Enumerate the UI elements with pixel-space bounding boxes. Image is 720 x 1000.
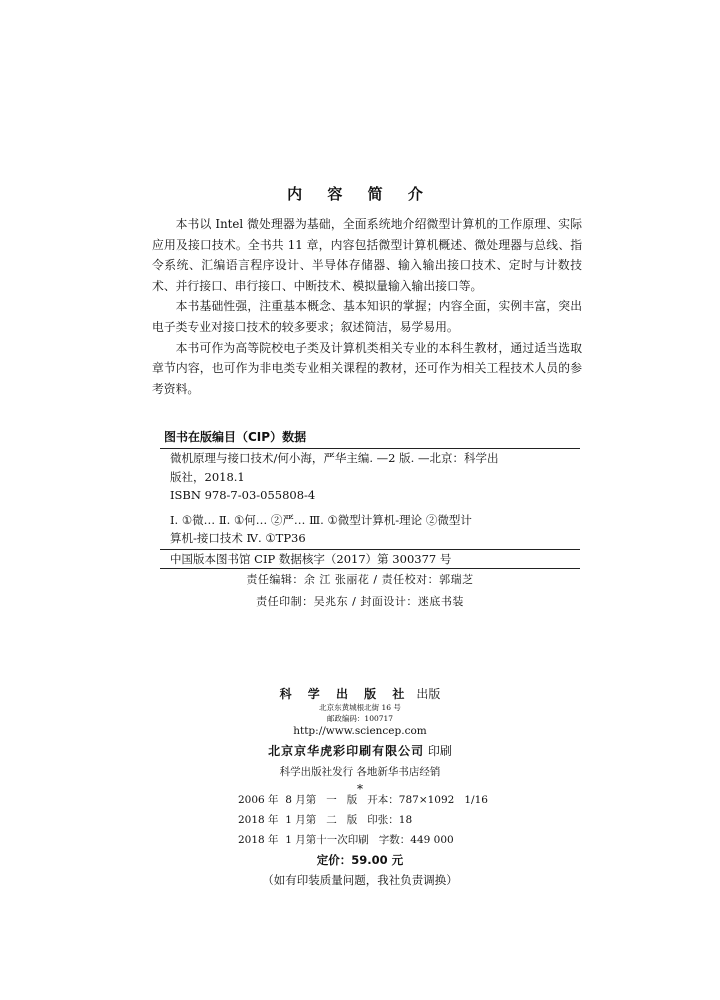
cip-line-5: 算机-接口技术 Ⅳ. ①TP36 xyxy=(170,531,306,545)
cip-heading: 图书在版编目（CIP）数据 xyxy=(160,428,580,449)
price: 定价：59.00 元 xyxy=(316,853,404,867)
printer-role: 印刷 xyxy=(427,744,452,758)
separator-star: * xyxy=(357,782,363,796)
cip-line-2: 版社，2018.1 xyxy=(170,469,245,484)
summary-paragraph-2: 本书基础性强，注重基本概念、基本知识的掌握；内容全面，实例丰富，突出电子类专业对接口技术的较多要求；叙述简洁，易学易用。 xyxy=(152,299,582,334)
summary-section xyxy=(152,214,582,399)
publisher-address: 北京东黄城根北街 16 号 xyxy=(319,703,401,712)
cip-line-1: 微机原理与接口技术/何小海，严华主编. —2 版. —北京：科学出 xyxy=(170,451,499,465)
imprint-block xyxy=(0,683,720,796)
cip-line-3: ISBN 978-7-03-055808-4 xyxy=(170,488,316,502)
printer-name: 北京京华虎彩印刷有限公司 xyxy=(268,744,425,758)
cip-line-4: Ⅰ. ①微… Ⅱ. ①何… ②严… Ⅲ. ①微型计算机-理论 ②微型计 xyxy=(170,512,472,527)
publisher-postcode: 邮政编码：100717 xyxy=(326,714,394,723)
edition-line-1: 2006 年 8 月第 一 版 开本：787×1092 1/16 xyxy=(238,794,488,806)
credits-line-2: 责任印制：吴兆东 / 封面设计：迷底书装 xyxy=(256,595,464,608)
distribution-line: 科学出版社发行 各地新华书店经销 xyxy=(279,766,441,778)
cip-body xyxy=(160,449,580,548)
edition-info xyxy=(238,790,488,850)
page-title: 内 容 简 介 xyxy=(287,185,433,203)
summary-paragraph-3: 本书可作为高等院校电子类及计算机类相关专业的本科生教材，通过适当选取章节内容，也可作为非电类专业相关课程的教材，还可作为相关工程技术人员的参考资料。 xyxy=(152,340,582,396)
quality-notice: （如有印装质量问题，我社负责调换） xyxy=(262,873,458,887)
cip-block xyxy=(160,428,580,569)
edition-line-2: 2018 年 1 月第 二 版 印张：18 xyxy=(238,814,413,826)
publisher-url: http://www.sciencep.com xyxy=(293,725,427,737)
summary-paragraph-1: 本书以 Intel 微处理器为基础，全面系统地介绍微型计算机的工作原理、实际应用及接口技术。全书共 11 章，内容包括微型计算机概述、微处理器与总线、指令系统、汇编语言程序设计、半导体存储器、输入输出接口技术、定时与计数技术、并行接口、串行接口、中断技术、模拟量输入输出接口等。 xyxy=(152,217,582,293)
cip-footer: 中国版本图书馆 CIP 数据核字（2017）第 300377 号 xyxy=(160,549,580,569)
publisher-role: 出版 xyxy=(416,687,441,701)
edition-line-3: 2018 年 1 月第十一次印刷 字数：449 000 xyxy=(238,834,454,846)
credits-line-1: 责任编辑：余 江 张丽花 / 责任校对：郭瑞芝 xyxy=(246,573,474,586)
publisher-name: 科 学 出 版 社 xyxy=(279,687,411,701)
